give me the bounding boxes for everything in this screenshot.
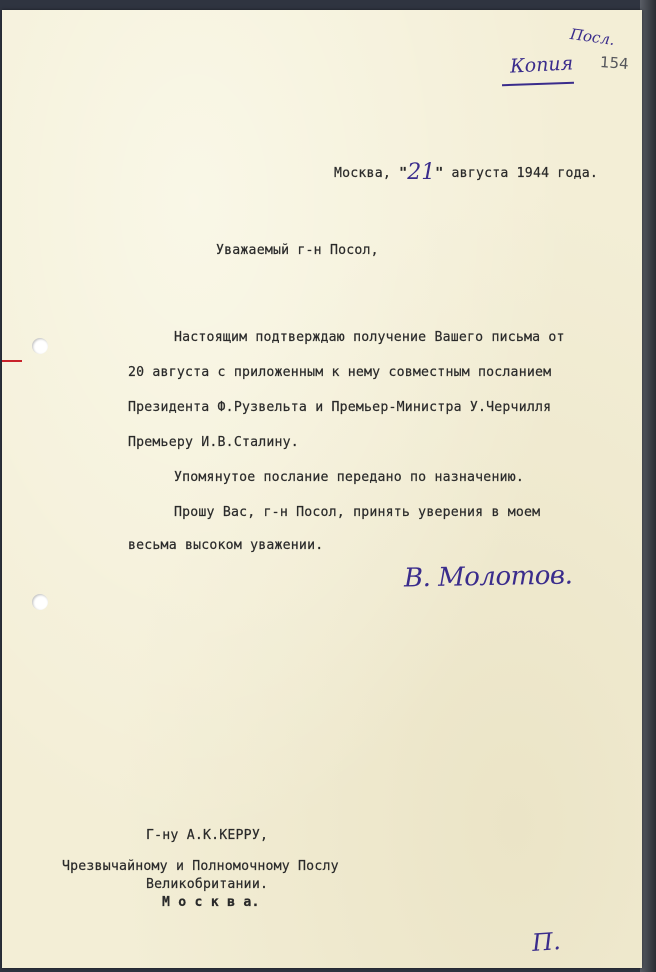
closing-line-2: весьма высоком уважении. <box>128 538 324 553</box>
closing-line-1: Прошу Вас, г-н Посол, принять уверения в моем <box>174 505 541 520</box>
paragraph-2: Упомянутое послание передано по назначению. <box>174 470 525 485</box>
date-day: 21 <box>407 160 436 185</box>
margin-tick-mark <box>2 360 22 362</box>
date-rest: августа 1944 года. <box>451 166 599 181</box>
date-open-quote: " <box>399 166 408 181</box>
signature: В. Молотов. <box>403 560 573 594</box>
copy-stamp-underline <box>502 82 574 87</box>
addressee-country: Великобритании. <box>146 877 269 892</box>
date-close-quote: " <box>435 166 444 181</box>
scan-edge <box>640 0 656 972</box>
addressee-title: Чрезвычайному и Полномочному Послу <box>62 859 339 874</box>
folder-note: Посл. <box>568 24 616 50</box>
body-line-3: Президента Ф.Рузвельта и Премьер-Министра У.Черчилля <box>128 400 552 415</box>
date-city: Москва, <box>334 166 391 181</box>
addressee-city: М о с к в а. <box>162 895 260 910</box>
copy-stamp: Копия <box>509 52 574 78</box>
paper-sheet <box>2 10 642 968</box>
punch-hole-top <box>32 338 48 354</box>
body-line-4: Премьеру И.В.Сталину. <box>128 435 299 450</box>
punch-hole-bottom <box>32 594 48 610</box>
addressee-name: Г-ну А.К.КЕРРУ, <box>146 828 269 843</box>
letter-date <box>334 160 598 185</box>
body-line-2: 20 августа с приложенным к нему совместным посланием <box>128 365 552 380</box>
initial-mark: П. <box>531 927 562 957</box>
page-number: 154 <box>599 53 630 73</box>
body-line-1: Настоящим подтверждаю получение Вашего письма от <box>174 330 565 345</box>
salutation: Уважаемый г-н Посол, <box>216 243 379 258</box>
